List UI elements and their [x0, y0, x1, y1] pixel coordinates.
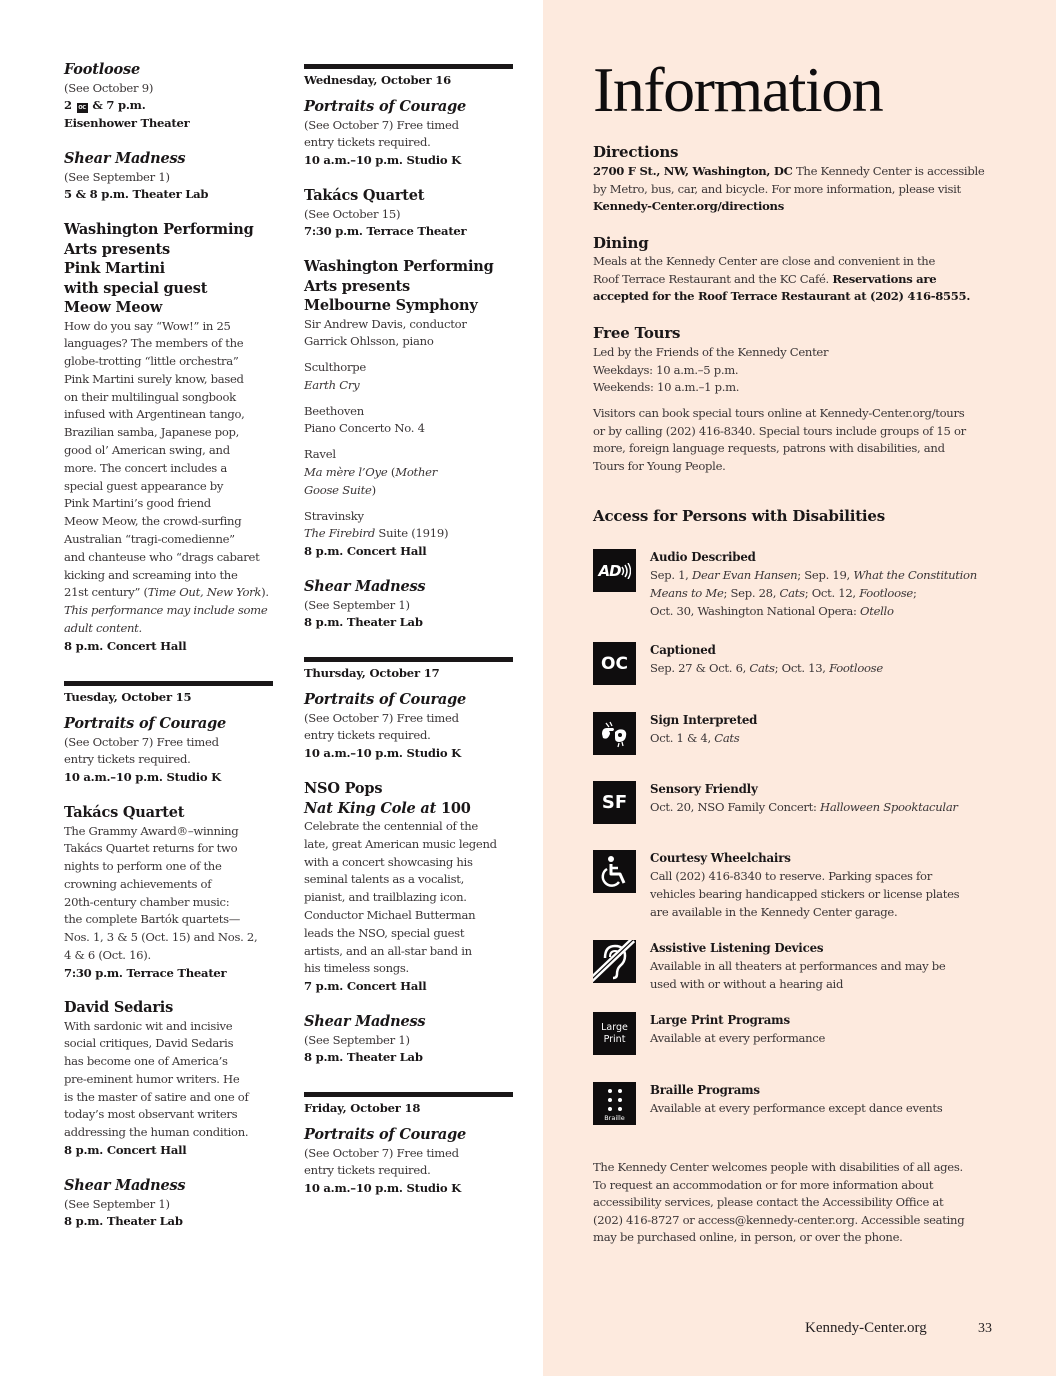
event-title: Portraits of Courage	[64, 715, 227, 732]
performer: Sir Andrew Davis, conductor	[304, 316, 467, 331]
text-line: pre-eminent humor writers. He	[64, 1071, 240, 1086]
sensory-friendly-icon	[593, 781, 636, 824]
text-part: Suite (1919)	[375, 526, 449, 541]
event-title-line: Pink Martini	[64, 260, 165, 277]
hearing-assistance-icon	[593, 940, 636, 983]
access-text	[650, 781, 1020, 816]
citation: Time Out, New York	[147, 585, 262, 600]
directions-text	[593, 163, 1013, 216]
audio-description-icon	[593, 549, 636, 592]
event-see: (See September 1)	[64, 169, 170, 184]
text-line: 4 & 6 (Oct. 16).	[64, 948, 151, 963]
event-see: (See October 7) Free timed	[64, 734, 219, 749]
sign-language-icon	[593, 712, 636, 755]
work-title: Goose Suite	[304, 482, 372, 497]
text-line: languages? The members of the	[64, 336, 244, 351]
text-line: Pink Martini surely know, based	[64, 371, 244, 386]
event-description	[304, 818, 519, 978]
text-part: Roof Terrace Restaurant and the KC Café.	[593, 271, 833, 286]
event-melbourne-symphony	[304, 257, 519, 561]
open-captions-icon	[593, 642, 636, 685]
text-line: more, foreign language requests, patrons with disabilities, and	[593, 441, 945, 456]
text-part: ; Sep. 28,	[723, 586, 780, 600]
event-note: entry tickets required.	[304, 135, 431, 150]
text-line: Call (202) 416-8340 to reserve. Parking spaces for	[650, 869, 932, 883]
access-text	[650, 1012, 1020, 1047]
braille-dots	[605, 1088, 625, 1114]
event-shear-madness	[304, 577, 519, 632]
show-title: Footloose	[859, 586, 913, 600]
day-label: Thursday, October 17	[304, 666, 440, 680]
event-title: Footloose	[64, 61, 140, 78]
section-heading-access: Access for Persons with Disabilities	[593, 507, 886, 525]
text-line: addressing the human condition.	[64, 1125, 249, 1140]
text-line: leads the NSO, special guest	[304, 925, 465, 940]
event-time: 10 a.m.–10 p.m. Studio K	[304, 746, 461, 761]
access-description	[650, 867, 1020, 921]
text-line: Celebrate the centennial of the	[304, 819, 478, 833]
work-title: Mother	[395, 465, 438, 480]
show-title: Means to Me	[650, 586, 724, 600]
event-time: 7:30 p.m. Terrace Theater	[64, 965, 227, 980]
text-line	[650, 659, 1020, 677]
text-line: by Metro, bus, car, and bicycle. For more information, please visit	[593, 181, 961, 196]
access-text	[650, 850, 1020, 921]
braille-icon	[593, 1082, 636, 1125]
event-description	[64, 1018, 279, 1143]
performer: Garrick Ohlsson, piano	[304, 334, 434, 349]
event-time: 8 p.m. Theater Lab	[304, 615, 423, 630]
day-divider	[304, 1092, 513, 1097]
directions-link[interactable]: Kennedy-Center.org/directions	[593, 199, 784, 214]
text-line: is the master of satire and one of	[64, 1089, 249, 1104]
event-pink-martini	[64, 220, 279, 656]
text-line	[650, 798, 1020, 816]
access-description	[650, 798, 1020, 816]
text-line: accepted for the Roof Terrace Restaurant at (202) 416-8555.	[593, 289, 971, 304]
event-title: Shear Madness	[64, 150, 186, 167]
event-time: 7:30 p.m. Terrace Theater	[304, 224, 467, 239]
text-part: Sep. 27 & Oct. 6,	[650, 661, 750, 675]
access-text	[650, 642, 1020, 677]
event-time: 8 p.m. Concert Hall	[64, 638, 187, 653]
text-line: The Kennedy Center welcomes people with disabilities of all ages.	[593, 1160, 963, 1174]
ear-glyph	[593, 940, 636, 983]
text-line: late, great American music legend	[304, 836, 497, 851]
content-note: adult content.	[64, 621, 142, 636]
event-time: 8 p.m. Theater Lab	[304, 1050, 423, 1065]
event-title-line: Meow Meow	[64, 299, 163, 316]
event-takacs-quartet	[64, 803, 279, 983]
information-panel	[543, 0, 1056, 1376]
text-line: Nos. 1, 3 & 5 (Oct. 15) and Nos. 2,	[64, 930, 258, 945]
text-line: good ol’ American swing, and	[64, 443, 230, 458]
text-part: (	[387, 465, 396, 480]
event-takacs-quartet	[304, 186, 519, 241]
section-heading-dining: Dining	[593, 234, 649, 252]
text-line: artists, and an all-star band in	[304, 943, 472, 958]
text-line: Brazilian samba, Japanese pop,	[64, 425, 240, 440]
text-line: Meals at the Kennedy Center are close and convenient in the	[593, 254, 936, 268]
content-note: This performance may include some	[64, 603, 268, 618]
text-line: globe-trotting “little orchestra”	[64, 354, 239, 369]
section-heading-directions: Directions	[593, 143, 679, 161]
access-title: Captioned	[650, 643, 716, 657]
access-description	[650, 1099, 1020, 1117]
icon-label: Large	[601, 1021, 628, 1033]
text-line: Available in all theaters at performances and may be	[650, 959, 946, 973]
text-line: and chanteuse who “drags cabaret	[64, 549, 260, 564]
text-line: with a concert showcasing his	[304, 854, 473, 869]
text-part: Oct. 20, NSO Family Concert:	[650, 800, 821, 814]
address: 2700 F St., NW, Washington, DC	[593, 164, 793, 178]
event-note: entry tickets required.	[64, 752, 191, 767]
text-line: infused with Argentinean tango,	[64, 407, 245, 422]
access-title: Assistive Listening Devices	[650, 941, 824, 955]
event-see: (See September 1)	[304, 597, 410, 612]
show-title: Dear Evan Hansen	[691, 568, 798, 582]
event-see: (See October 15)	[304, 206, 401, 221]
text-line: pianist, and trailblazing icon.	[304, 890, 467, 905]
text-line: accessibility services, please contact the Accessibility Office at	[593, 1195, 944, 1210]
wheelchair-glyph	[600, 855, 630, 889]
text-line: (202) 416-8727 or access@kennedy-center.org. Accessible seating	[593, 1212, 965, 1227]
text-part: Oct. 30, Washington National Opera:	[650, 604, 860, 618]
access-title: Audio Described	[650, 550, 756, 564]
text-line: are available in the Kennedy Center garage.	[650, 905, 898, 919]
event-time: 7 p.m. Concert Hall	[304, 979, 427, 994]
show-title: Cats	[779, 586, 805, 600]
access-description	[650, 1029, 1020, 1047]
event-time: 8 p.m. Concert Hall	[304, 544, 427, 559]
text-line: used with or without a hearing aid	[650, 977, 844, 991]
event-title: Takács Quartet	[64, 804, 185, 821]
text-line	[593, 271, 1013, 289]
day-divider	[64, 681, 273, 686]
time-part: & 7 p.m.	[92, 98, 146, 113]
access-text	[650, 940, 1020, 993]
text-line: vehicles bearing handicapped stickers or license plates	[650, 887, 960, 901]
text-line: today’s most observant writers	[64, 1107, 238, 1122]
access-title: Sensory Friendly	[650, 782, 758, 796]
event-time: 10 a.m.–10 p.m. Studio K	[64, 770, 221, 785]
page-number: 33	[978, 1321, 992, 1336]
work: Piano Concerto No. 4	[304, 421, 425, 436]
access-title: Sign Interpreted	[650, 713, 758, 727]
text-line: more. The concert includes a	[64, 460, 227, 475]
event-title: David Sedaris	[64, 999, 174, 1016]
work	[304, 525, 519, 543]
event-see: (See October 7) Free timed	[304, 117, 459, 132]
event-title: NSO Pops	[304, 780, 383, 797]
event-time: 10 a.m.–10 p.m. Studio K	[304, 153, 461, 168]
event-title: Shear Madness	[304, 1013, 426, 1030]
access-title: Courtesy Wheelchairs	[650, 851, 791, 865]
icon-label: AD	[598, 561, 621, 580]
text-line: Tours for Young People.	[593, 458, 726, 473]
text-line: The Grammy Award®–winning	[64, 823, 239, 838]
composer: Ravel	[304, 447, 336, 462]
text-part: ).	[261, 585, 269, 600]
composer: Sculthorpe	[304, 360, 367, 375]
access-description	[650, 566, 1020, 620]
event-footloose	[64, 60, 279, 133]
text-line: To request an accommodation or for more information about	[593, 1177, 934, 1192]
access-text	[650, 1082, 1020, 1117]
event-time: 8 p.m. Concert Hall	[64, 1143, 187, 1158]
event-see: (See September 1)	[64, 1196, 170, 1211]
event-see: (See September 1)	[304, 1032, 410, 1047]
access-description	[650, 659, 1020, 677]
composer: Stravinsky	[304, 508, 364, 523]
text-part: ;	[913, 586, 917, 600]
text-line: Pink Martini’s good friend	[64, 496, 211, 511]
work-title: The Firebird	[304, 526, 375, 541]
text-part: ; Oct. 12,	[804, 586, 860, 600]
event-title-line: Washington Performing	[304, 258, 494, 275]
sound-waves-icon	[621, 563, 631, 579]
text-line: his timeless songs.	[304, 961, 409, 976]
captioned-icon: OC	[78, 105, 86, 112]
event-nso-pops	[304, 779, 519, 996]
event-see: (See October 9)	[64, 80, 154, 95]
event-note: entry tickets required.	[304, 1163, 431, 1178]
section-heading-free-tours: Free Tours	[593, 324, 681, 342]
text-line: has become one of America’s	[64, 1054, 228, 1069]
text-line: Weekdays: 10 a.m.–5 p.m.	[593, 362, 739, 377]
event-time: 10 a.m.–10 p.m. Studio K	[304, 1181, 461, 1196]
event-time: 8 p.m. Theater Lab	[64, 1214, 183, 1229]
day-label: Tuesday, October 15	[64, 690, 192, 704]
text-line	[650, 584, 1020, 602]
event-subtitle	[304, 799, 519, 819]
access-description	[650, 957, 1020, 993]
show-title: Footloose	[829, 661, 883, 675]
event-portraits-of-courage	[304, 690, 519, 763]
text-part: ; Sep. 19,	[797, 568, 854, 582]
event-david-sedaris	[64, 998, 279, 1160]
time-part: 2	[64, 98, 72, 113]
work	[304, 482, 519, 500]
event-shear-madness	[64, 149, 279, 204]
large-print-icon	[593, 1012, 636, 1055]
event-see: (See October 7) Free timed	[304, 1145, 459, 1160]
text-line: With sardonic wit and incisive	[64, 1018, 233, 1033]
text-part: 21st century” (	[64, 585, 148, 600]
subtitle-part: Nat King Cole at	[304, 799, 437, 817]
tours-hours	[593, 344, 1013, 397]
event-time	[64, 97, 279, 115]
event-time: 5 & 8 p.m. Theater Lab	[64, 187, 209, 202]
text-line: the complete Bartók quartets—	[64, 912, 241, 927]
page-title: Information	[593, 54, 883, 125]
text-line: nights to perform one of the	[64, 859, 222, 874]
event-title-line: Arts presents	[304, 277, 410, 295]
show-title: Otello	[860, 604, 894, 618]
text-line: Meow Meow, the crowd-surfing	[64, 514, 242, 529]
text-line: Australian “tragi-comedienne”	[64, 532, 235, 547]
show-title: Halloween Spooktacular	[820, 800, 958, 814]
access-description	[650, 729, 1020, 747]
event-note: entry tickets required.	[304, 728, 431, 743]
text-line: Takács Quartet returns for two	[64, 841, 238, 856]
event-title-line: Melbourne Symphony	[304, 297, 478, 314]
event-portraits-of-courage	[304, 97, 519, 170]
text-line: Available at every performance except dance events	[650, 1101, 943, 1115]
text-line	[64, 584, 279, 602]
text-part: Reservations are	[832, 271, 937, 286]
text-line: or by calling (202) 416-8340. Special tours include groups of 15 or	[593, 423, 966, 438]
event-title: Portraits of Courage	[304, 98, 467, 115]
footer-website[interactable]: Kennedy-Center.org	[805, 1320, 927, 1336]
event-see: (See October 7) Free timed	[304, 710, 459, 725]
hands-glyph	[599, 720, 631, 748]
event-title: Shear Madness	[64, 1177, 186, 1194]
work-title: Ma mère l’Oye	[304, 465, 388, 480]
text-line	[593, 163, 1013, 181]
text-line	[650, 602, 1020, 620]
icon-label: Braille	[604, 1114, 625, 1122]
text-line: Led by the Friends of the Kennedy Center	[593, 345, 829, 359]
text-part: ; Oct. 13,	[774, 661, 830, 675]
event-title: Takács Quartet	[304, 187, 425, 204]
event-venue: Eisenhower Theater	[64, 116, 190, 131]
event-title: Shear Madness	[304, 578, 426, 595]
day-divider	[304, 64, 513, 69]
wheelchair-icon	[593, 850, 636, 893]
text-part: Sep. 1,	[650, 568, 692, 582]
icon-label: Print	[603, 1033, 626, 1045]
text-line: seminal talents as a vocalist,	[304, 872, 464, 887]
tours-paragraph	[593, 405, 1013, 475]
text-line: 20th-century chamber music:	[64, 894, 230, 909]
text-line: Visitors can book special tours online at Kennedy-Center.org/tours	[593, 406, 965, 420]
text-line: social critiques, David Sedaris	[64, 1036, 234, 1051]
text-part: )	[371, 482, 376, 497]
text-line	[650, 729, 1020, 747]
day-label: Friday, October 18	[304, 1101, 421, 1115]
text-line: Available at every performance	[650, 1031, 826, 1045]
event-shear-madness	[64, 1176, 279, 1231]
event-title-line: Arts presents	[64, 240, 170, 258]
text-line: Weekends: 10 a.m.–1 p.m.	[593, 380, 740, 395]
text-line: crowning achievements of	[64, 876, 212, 891]
text-part: Oct. 1 & 4,	[650, 731, 715, 745]
event-title: Portraits of Courage	[304, 1126, 467, 1143]
icon-label: OC	[601, 653, 628, 674]
show-title: What the Constitution	[853, 568, 977, 582]
event-description	[64, 318, 279, 638]
event-description	[64, 823, 279, 965]
access-text	[650, 712, 1020, 747]
text-line	[650, 566, 1020, 584]
event-title-line: Washington Performing	[64, 221, 254, 238]
access-title: Braille Programs	[650, 1083, 760, 1097]
work: Earth Cry	[304, 377, 360, 392]
event-shear-madness	[304, 1012, 519, 1067]
text-part: The Kennedy Center is accessible	[792, 164, 985, 178]
subtitle-part: 100	[436, 799, 471, 817]
event-title-line: with special guest	[64, 279, 208, 297]
work	[304, 464, 519, 482]
event-title: Portraits of Courage	[304, 691, 467, 708]
icon-label: SF	[601, 792, 628, 813]
day-label: Wednesday, October 16	[304, 73, 452, 87]
text-line: How do you say “Wow!” in 25	[64, 318, 231, 333]
text-line: kicking and screaming into the	[64, 567, 238, 582]
access-title: Large Print Programs	[650, 1013, 790, 1027]
day-divider	[304, 657, 513, 662]
show-title: Cats	[749, 661, 775, 675]
text-line: Conductor Michael Butterman	[304, 907, 476, 922]
text-line: on their multilingual songbook	[64, 389, 236, 404]
show-title: Cats	[714, 731, 740, 745]
event-portraits-of-courage	[304, 1125, 519, 1198]
composer: Beethoven	[304, 403, 364, 418]
text-line: special guest appearance by	[64, 478, 224, 493]
text-line: may be purchased online, in person, or over the phone.	[593, 1230, 903, 1245]
accessibility-closing-paragraph	[593, 1159, 1013, 1247]
access-text	[650, 549, 1020, 620]
event-portraits-of-courage	[64, 714, 279, 787]
dining-text	[593, 253, 1013, 306]
